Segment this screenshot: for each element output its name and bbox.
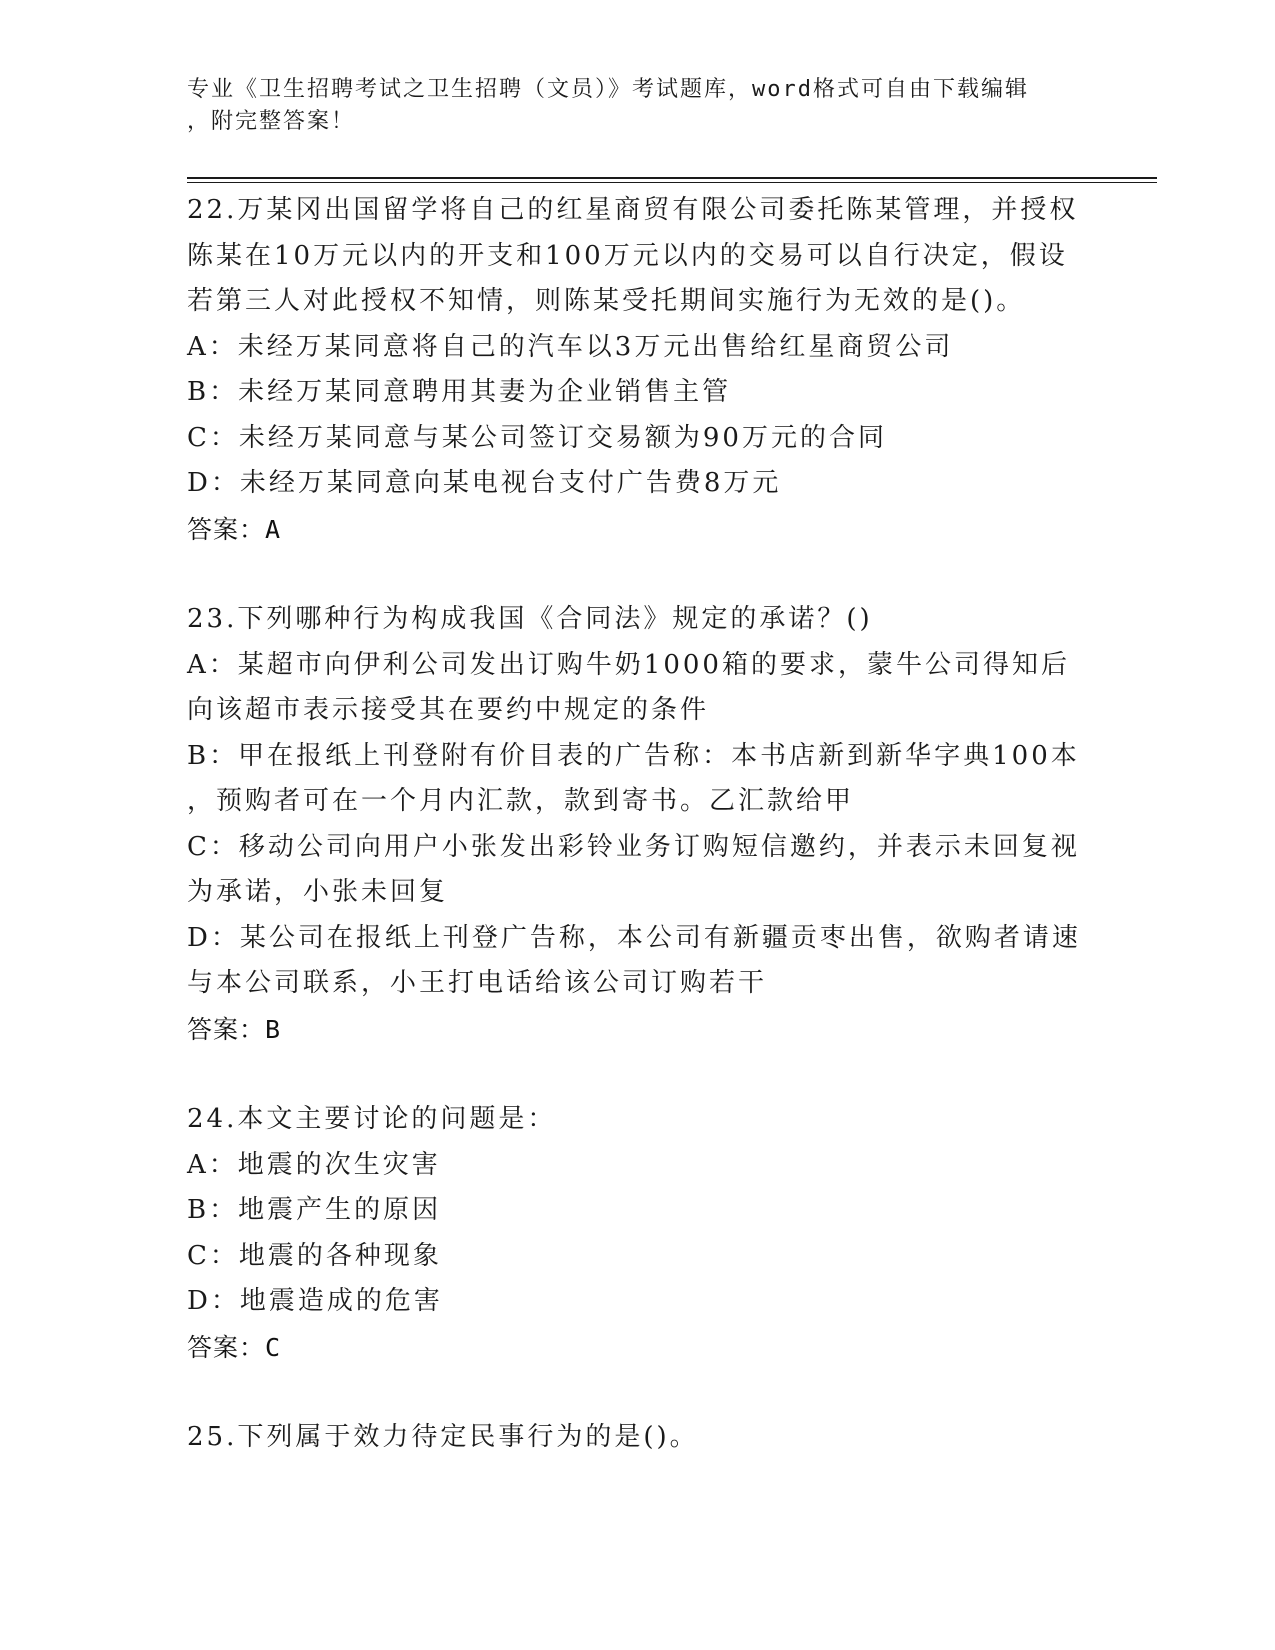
answer-option-line: 为承诺，小张未回复: [187, 877, 449, 907]
answer-option-line: ，预购者可在一个月内汇款，款到寄书。乙汇款给甲: [187, 786, 855, 816]
question-block: [187, 597, 1087, 1052]
answer-option-line: C：地震的各种现象: [187, 1240, 442, 1271]
answer-option-line: C：移动公司向用户小张发出彩铃业务订购短信邀约，并表示未回复视: [187, 831, 1080, 862]
header-divider-thick: [187, 177, 1157, 179]
question-stem-line: 22.万某冈出国留学将自己的红星商贸有限公司委托陈某管理，并授权: [187, 195, 1079, 225]
answer-option-line: A：地震的次生灾害: [187, 1149, 441, 1180]
question-stem-line: 陈某在10万元以内的开支和100万元以内的交易可以自行决定，假设: [187, 240, 1068, 271]
question-block: [187, 1097, 1087, 1370]
answer-option-line: B：甲在报纸上刊登附有价目表的广告称：本书店新到新华字典100本: [187, 740, 1080, 771]
answer-key: 答案：C: [187, 1332, 282, 1362]
question-stem-line: 25.下列属于效力待定民事行为的是()。: [187, 1422, 699, 1452]
question-list: [187, 188, 1087, 1506]
header-line-2: ，附完整答案！: [187, 109, 356, 134]
answer-key: 答案：B: [187, 1014, 282, 1044]
answer-option-line: B：地震产生的原因: [187, 1195, 442, 1225]
answer-key: 答案：A: [187, 514, 282, 544]
answer-option-line: B：未经万某同意聘用其妻为企业销售主管: [187, 377, 732, 407]
answer-option-line: D：某公司在报纸上刊登广告称，本公司有新疆贡枣出售，欲购者请速: [187, 922, 1081, 953]
page-header: [187, 74, 1067, 138]
answer-option-line: A：某超市向伊利公司发出订购牛奶1000箱的要求，蒙牛公司得知后: [187, 649, 1070, 680]
header-divider-thin: [187, 182, 1157, 183]
answer-option-line: C：未经万某同意与某公司签订交易额为90万元的合同: [187, 422, 887, 453]
answer-option-line: D：地震造成的危害: [187, 1286, 443, 1316]
question-block: [187, 188, 1087, 552]
question-block: [187, 1415, 1087, 1461]
question-stem-line: 若第三人对此授权不知情，则陈某受托期间实施行为无效的是()。: [187, 286, 1026, 316]
answer-option-line: 向该超市表示接受其在要约中规定的条件: [187, 695, 710, 725]
answer-option-line: A：未经万某同意将自己的汽车以3万元出售给红星商贸公司: [187, 331, 954, 362]
answer-option-line: 与本公司联系，小王打电话给该公司订购若干: [187, 968, 768, 998]
question-stem-line: 23.下列哪种行为构成我国《合同法》规定的承诺？(): [187, 604, 873, 634]
answer-option-line: D：未经万某同意向某电视台支付广告费8万元: [187, 468, 782, 498]
header-line-1: 专业《卫生招聘考试之卫生招聘（文员）》考试题库，word格式可自由下载编辑: [187, 77, 1029, 102]
question-stem-line: 24.本文主要讨论的问题是：: [187, 1104, 557, 1134]
